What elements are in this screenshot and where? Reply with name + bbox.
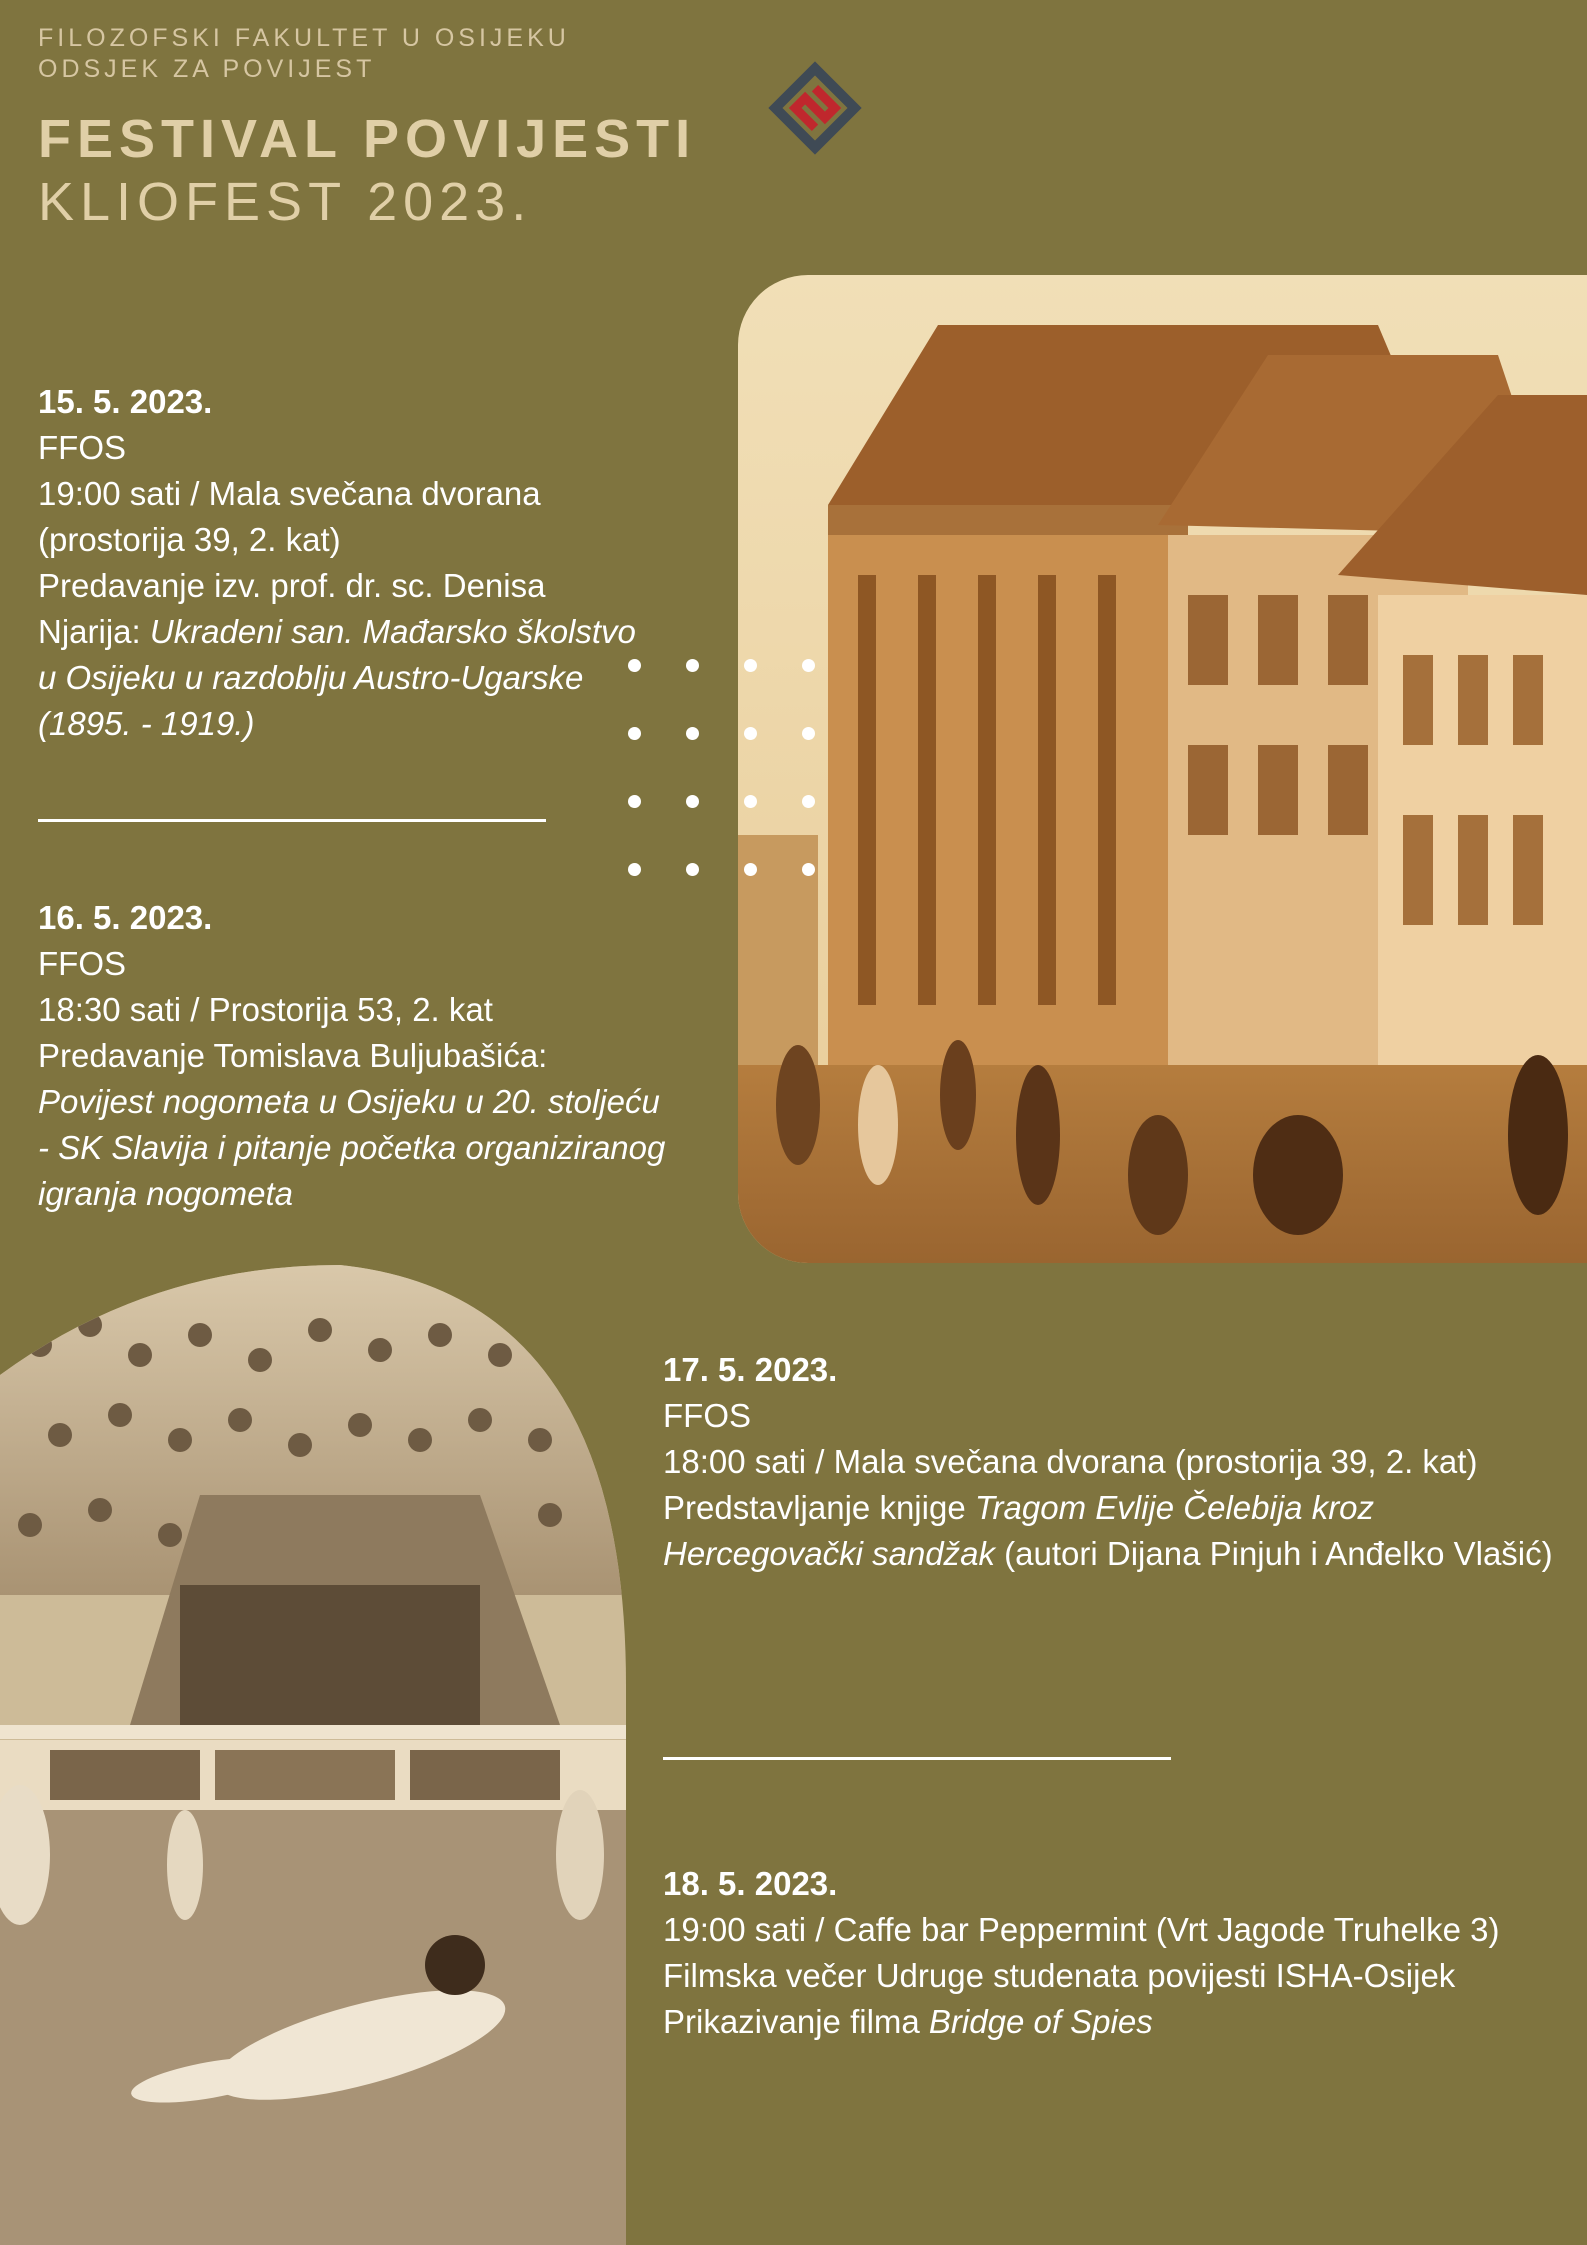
event-date: 16. 5. 2023. bbox=[38, 899, 213, 936]
event-date: 18. 5. 2023. bbox=[663, 1865, 838, 1902]
event-venue: FFOS bbox=[663, 1397, 751, 1434]
event-description: Predavanje Tomislava Buljubašića: Povijest nogometa u Osijeku u 20. stoljeću - SK Slavija i pitanje početka organiziranog igranja nogometa bbox=[38, 1037, 666, 1212]
event-3 bbox=[663, 1347, 1573, 1577]
department-logo bbox=[765, 58, 865, 158]
street-photo bbox=[738, 275, 1587, 1263]
event-time-place: 18:30 sati / Prostorija 53, 2. kat bbox=[38, 991, 493, 1028]
event-2 bbox=[38, 895, 668, 1217]
event-date: 17. 5. 2023. bbox=[663, 1351, 838, 1388]
divider-2 bbox=[663, 1757, 1171, 1760]
football-photo bbox=[0, 1265, 626, 2245]
event-description: Prikazivanje filma Bridge of Spies bbox=[663, 2003, 1153, 2040]
event-4 bbox=[663, 1861, 1573, 2045]
festival-subtitle: KLIOFEST 2023. bbox=[38, 172, 533, 232]
event-description: Predavanje izv. prof. dr. sc. Denisa Njarija: Ukradeni san. Mađarsko školstvo u Osijeku u razdoblju Austro-Ugarske (1895. - 1919.) bbox=[38, 567, 636, 742]
event-venue: FFOS bbox=[38, 429, 126, 466]
event-time-place: 18:00 sati / Mala svečana dvorana (prostorija 39, 2. kat) bbox=[663, 1443, 1478, 1480]
department-name: ODSJEK ZA POVIJEST bbox=[38, 55, 376, 83]
event-time-place: 19:00 sati / Mala svečana dvorana (prostorija 39, 2. kat) bbox=[38, 475, 541, 558]
festival-title: FESTIVAL POVIJESTI bbox=[38, 109, 697, 169]
event-program: Filmska večer Udruge studenata povijesti ISHA-Osijek bbox=[663, 1957, 1456, 1994]
event-date: 15. 5. 2023. bbox=[38, 383, 213, 420]
divider-1 bbox=[38, 819, 546, 822]
event-1 bbox=[38, 379, 638, 747]
event-description: Predstavljanje knjige Tragom Evlije Čelebija kroz Hercegovački sandžak (autori Dijana Pinjuh i Anđelko Vlašić) bbox=[663, 1489, 1553, 1572]
faculty-name: FILOZOFSKI FAKULTET U OSIJEKU bbox=[38, 24, 570, 52]
event-time-place: 19:00 sati / Caffe bar Peppermint (Vrt Jagode Truhelke 3) bbox=[663, 1911, 1500, 1948]
event-venue: FFOS bbox=[38, 945, 126, 982]
